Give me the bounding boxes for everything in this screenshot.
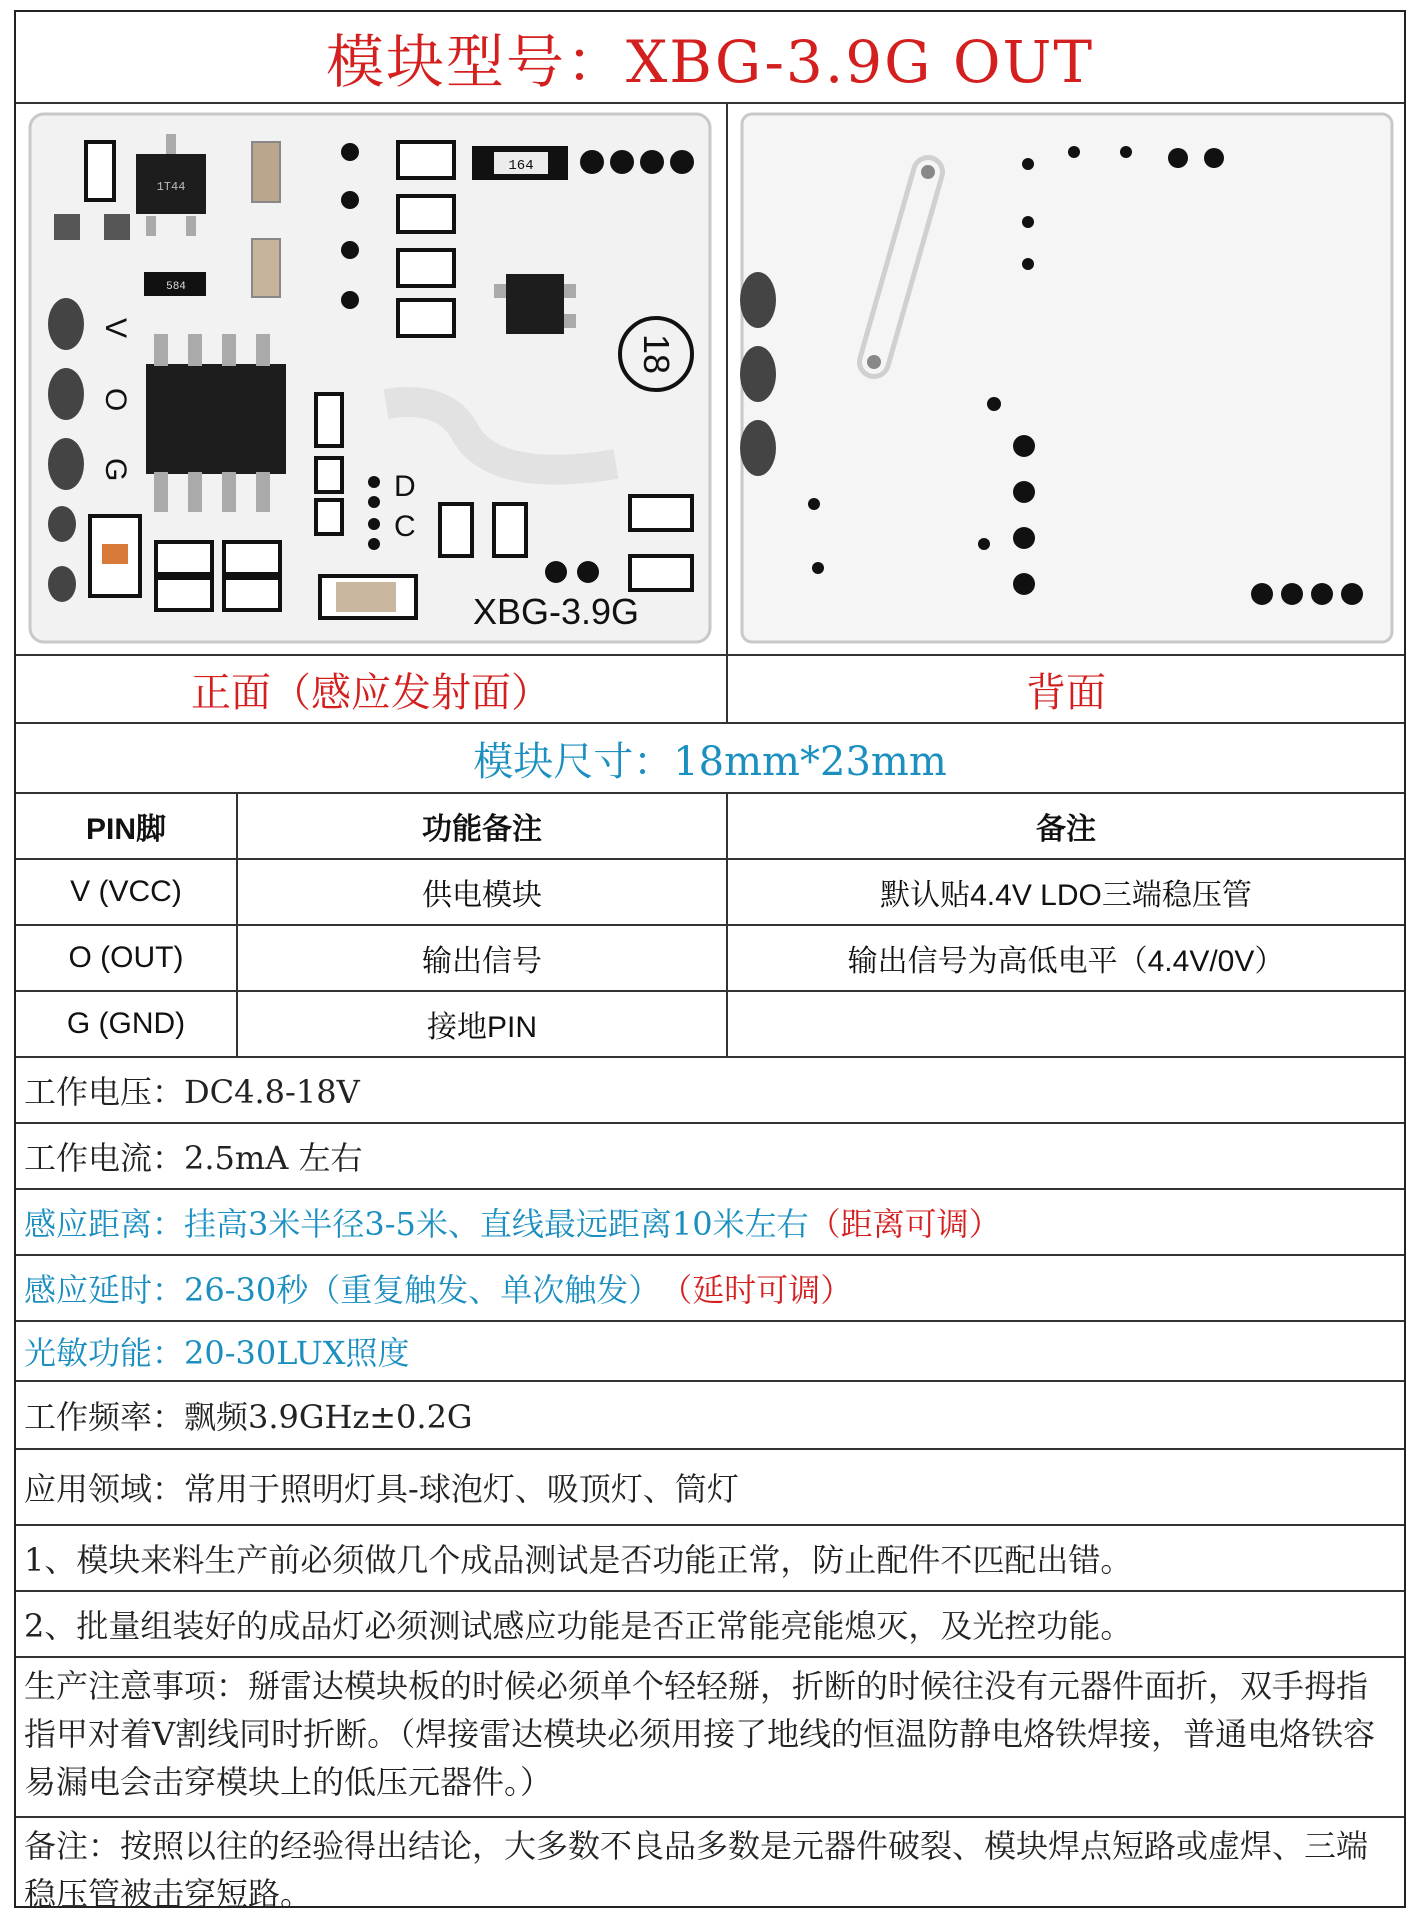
back-board-image [728, 104, 1404, 652]
back-photo [728, 104, 1404, 654]
board-number: 18 [636, 333, 677, 375]
chip-mark-1: 1T44 [156, 180, 186, 194]
front-board-image [16, 104, 726, 652]
delay-text: 感应延时：26-30秒（重复触发、单次触发） [24, 1271, 661, 1309]
distance-text: 感应距离：挂高3米半径3-5米、直线最远距离10米左右 [24, 1205, 809, 1243]
side-label-c: C [394, 510, 416, 543]
front-photo [16, 104, 726, 654]
spec-delay [16, 1256, 1404, 1322]
spec-sheet [14, 10, 1406, 1913]
caption-row [16, 656, 1404, 724]
delay-note: （延时可调） [660, 1271, 853, 1309]
remark: 备注：按照以往的经验得出结论，大多数不良品多数是元器件破裂、模块焊点短路或虚焊、三端稳压管被击穿短路。 [24, 1827, 1369, 1913]
pin-cell: V (VCC) [70, 875, 182, 908]
pin-table-header [16, 794, 1404, 860]
spec-distance [16, 1190, 1404, 1256]
photo-row [16, 104, 1404, 656]
module-size: 模块尺寸：18mm*23mm [16, 724, 1404, 794]
function-cell: 供电模块 [422, 879, 542, 912]
chip-mark-2: 164 [508, 158, 534, 174]
remark-cell [728, 992, 1404, 1056]
front-caption: 正面（感应发射面） [191, 669, 551, 716]
back-caption: 背面 [1026, 669, 1106, 716]
pad-label-v: V [99, 318, 132, 339]
table-row [16, 992, 1404, 1058]
pad-label-g: G [99, 458, 132, 482]
distance-note: （距离可调） [808, 1205, 1001, 1243]
header-pin: PIN脚 [85, 813, 166, 846]
spec-voltage: 工作电压：DC4.8-18V [16, 1058, 1404, 1124]
silk-text: XBG-3.9G [472, 591, 640, 632]
function-cell: 输出信号 [422, 945, 542, 978]
table-row [16, 926, 1404, 992]
header-function: 功能备注 [422, 813, 542, 846]
module-title: 模块型号：XBG-3.9G OUT [16, 12, 1404, 104]
note-1: 1、模块来料生产前必须做几个成品测试是否功能正常，防止配件不匹配出错。 [16, 1526, 1404, 1592]
note-2: 2、批量组装好的成品灯必须测试感应功能是否正常能亮能熄灭，及光控功能。 [16, 1592, 1404, 1658]
side-label-d: D [394, 470, 416, 503]
remark-cell: 输出信号为高低电平（4.4V/0V） [847, 945, 1285, 978]
remark-cell: 默认贴4.4V LDO三端稳压管 [880, 879, 1252, 912]
spec-frequency: 工作频率：飘频3.9GHz±0.2G [16, 1382, 1404, 1450]
function-cell: 接地PIN [426, 1011, 537, 1044]
spec-current: 工作电流：2.5mA 左右 [16, 1124, 1404, 1190]
header-remark: 备注 [1036, 813, 1096, 846]
production-warning: 生产注意事项：掰雷达模块板的时候必须单个轻轻掰，折断的时候往没有元器件面折，双手拇指指甲对着V割线同时折断。（焊接雷达模块必须用接了地线的恒温防静电烙铁焊接，普通电烙铁容易漏电会击穿模块上的低压元器件。） [16, 1658, 1404, 1818]
table-row [16, 860, 1404, 926]
pin-cell: O (OUT) [68, 941, 184, 974]
pad-label-o: O [99, 388, 132, 412]
spec-application: 应用领域：常用于照明灯具-球泡灯、吸顶灯、筒灯 [16, 1450, 1404, 1526]
pin-cell: G (GND) [66, 1007, 186, 1040]
chip-mark-3: 584 [166, 281, 186, 293]
spec-light: 光敏功能：20-30LUX照度 [16, 1322, 1404, 1382]
